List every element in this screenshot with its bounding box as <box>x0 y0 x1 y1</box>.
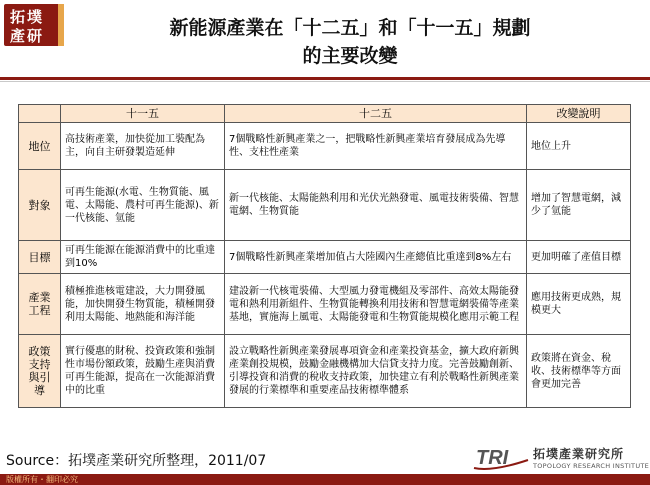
source-note: Source：拓墣產業研究所整理，2011/07 <box>6 453 267 469</box>
logo-text-line1: 拓墣 <box>10 8 45 26</box>
title-divider <box>0 77 650 80</box>
cell-11th-plan: 高技術產業，加快從加工裝配為主，向自主研發製造延伸 <box>61 123 225 170</box>
table-header-row <box>19 105 631 123</box>
title-line1: 新能源產業在「十二五」和「十一五」規劃 <box>169 17 531 39</box>
cell-12th-plan: 設立戰略性新興產業發展專項資金和產業投資基金，擴大政府新興產業創投規模，鼓勵金融機構加大信貸支持力度。完善鼓勵創新、引導投資和消費的稅收支持政策，加快建立有利於戰略性新興產業發展的行業標準和重要產品技術標準體系 <box>225 335 527 408</box>
cell-11th-plan: 積極推進核電建設，大力開發風能，加快開發生物質能，積極開發利用太陽能、地熱能和海洋能 <box>61 274 225 335</box>
cell-11th-plan: 可再生能源(水電、生物質能、風電、太陽能、農村可再生能源)、新一代核能、氫能 <box>61 170 225 241</box>
header-change: 改變說明 <box>527 105 631 123</box>
row-label-line: 導 <box>34 384 45 397</box>
table-row <box>19 241 631 274</box>
table-row <box>19 170 631 241</box>
header-12th-plan: 十二五 <box>225 105 527 123</box>
tri-logo-icon <box>472 442 530 472</box>
row-label <box>19 274 61 335</box>
cell-11th-plan: 可再生能源在能源消費中的比重達到10% <box>61 241 225 274</box>
cell-12th-plan: 7個戰略性新興產業之一，把戰略性新興產業培育發展成為先導性、支柱性產業 <box>225 123 527 170</box>
row-label-line: 地位 <box>28 139 51 153</box>
cell-12th-plan: 新一代核能、太陽能熱利用和光伏光熱發電、風電技術裝備、智慧電網、生物質能 <box>225 170 527 241</box>
comparison-table <box>18 104 631 408</box>
title-divider-thin <box>0 81 650 82</box>
cell-change: 應用技術更成熟，規模更大 <box>527 274 631 335</box>
table-row <box>19 123 631 170</box>
title-line2: 的主要改變 <box>302 45 398 67</box>
row-label-line: 支持 <box>28 358 51 371</box>
row-label-line: 目標 <box>28 250 51 264</box>
row-label <box>19 123 61 170</box>
logo-stripe <box>58 4 64 46</box>
row-label-line: 與引 <box>28 371 51 384</box>
cell-change: 更加明確了產值目標 <box>527 241 631 274</box>
footer-bar <box>0 474 650 485</box>
logo-text-line2: 產研 <box>10 27 45 45</box>
row-label-line: 產業 <box>28 291 51 304</box>
header-blank <box>19 105 61 123</box>
row-label-line: 政策 <box>28 345 51 358</box>
row-label <box>19 170 61 241</box>
table-row <box>19 335 631 408</box>
header-11th-plan: 十一五 <box>61 105 225 123</box>
table-row <box>19 274 631 335</box>
row-label <box>19 241 61 274</box>
cell-12th-plan: 建設新一代核電裝備、大型風力發電機組及零部件、高效太陽能發電和熱利用新組件、生物質能轉換利用技術和智慧電網裝備等產業基地，實施海上風電、太陽能發電和生物質能規模化應用示範工程 <box>225 274 527 335</box>
tri-logo-text: TRI <box>476 447 509 469</box>
cell-12th-plan: 7個戰略性新興產業增加值占大陸國內生產總值比重達到8%左右 <box>225 241 527 274</box>
brand-logo <box>4 4 64 46</box>
row-label-line: 工程 <box>28 304 51 317</box>
row-label-line: 對象 <box>28 198 51 212</box>
org-subtitle: TOPOLOGY RESEARCH INSTITUTE <box>533 462 650 470</box>
cell-change: 政策將在資金、稅收、技術標準等方面會更加完善 <box>527 335 631 408</box>
cell-change: 地位上升 <box>527 123 631 170</box>
copyright-text: 版權所有・翻印必究 <box>6 475 78 484</box>
org-name: 拓墣產業研究所 <box>533 447 625 461</box>
cell-11th-plan: 實行優惠的財稅、投資政策和強制性市場份額政策，鼓勵生產與消費可再生能源，提高在一次能源消費中的比重 <box>61 335 225 408</box>
slide-title <box>70 14 630 70</box>
cell-change: 增加了智慧電網，減少了氫能 <box>527 170 631 241</box>
row-label <box>19 335 61 408</box>
